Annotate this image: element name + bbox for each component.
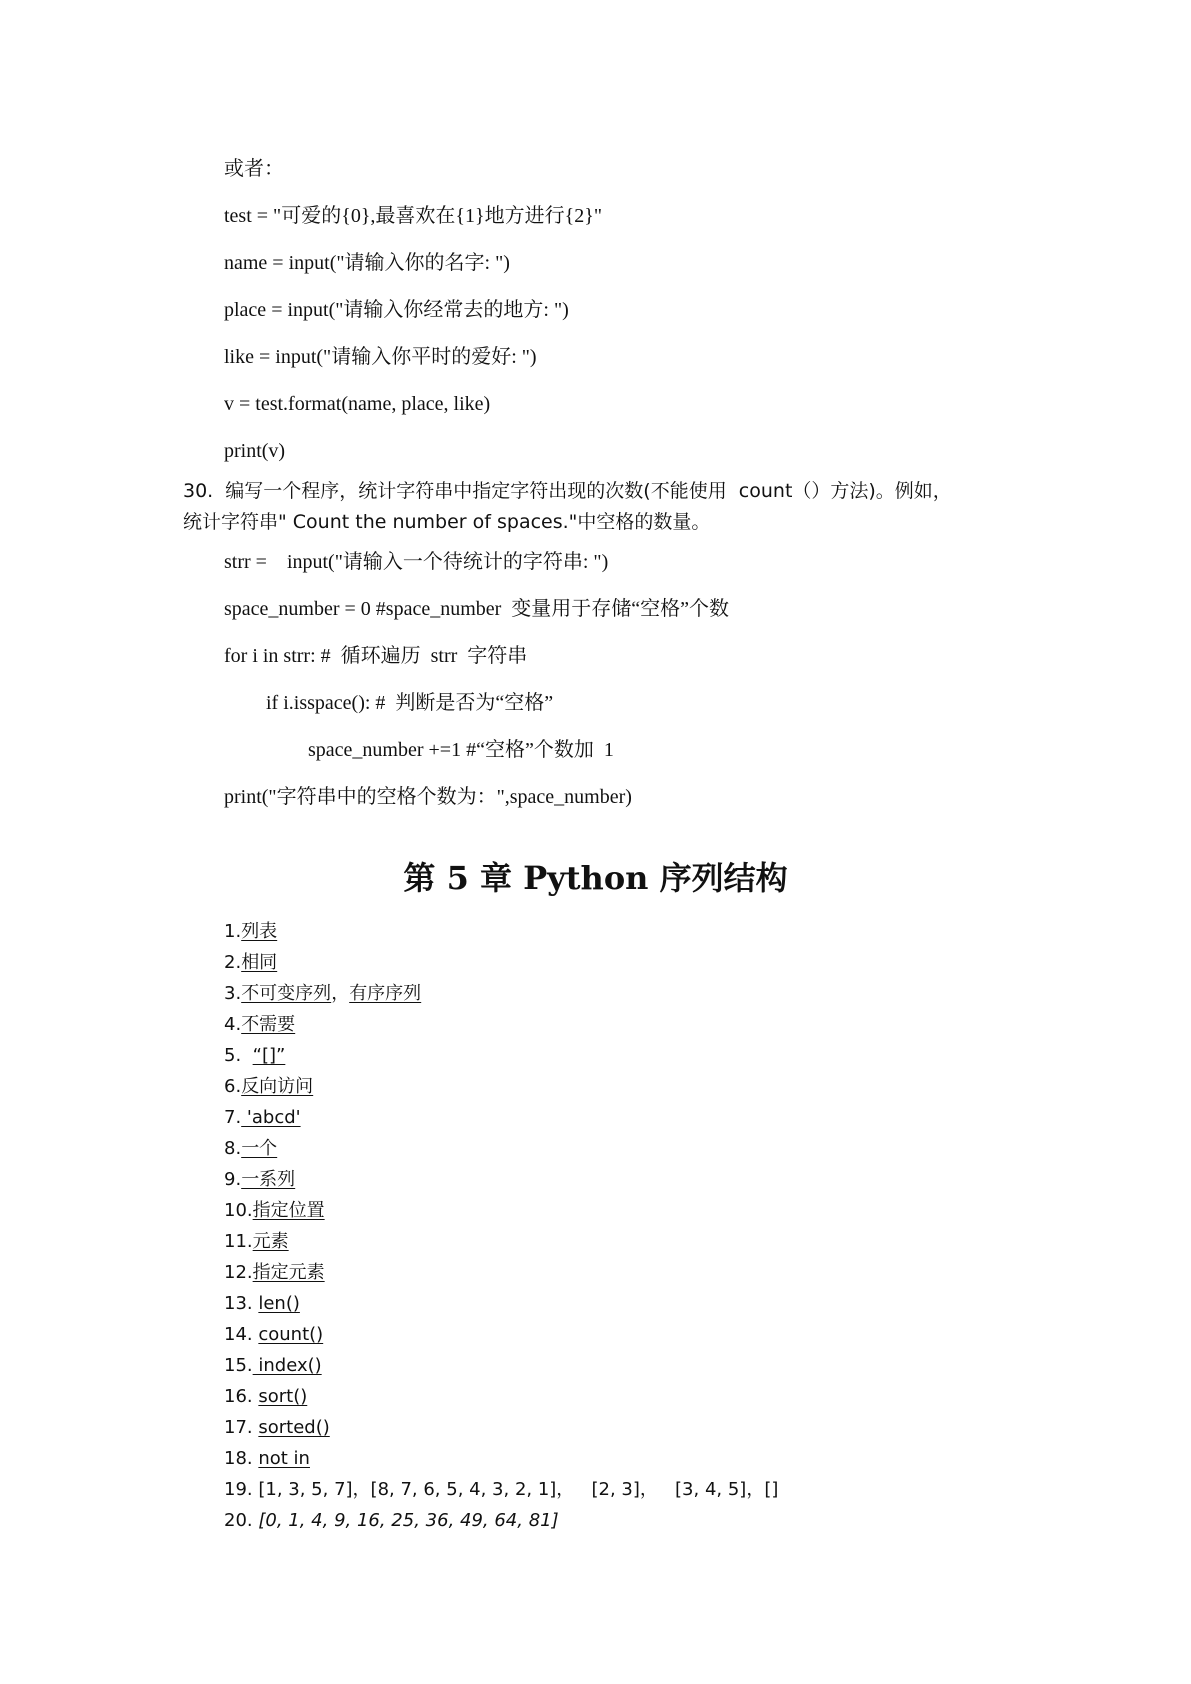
code-line-4: place = input("请输入你经常去的地方: ") [224,299,569,321]
question-30-line-1: 30. 编写一个程序，统计字符串中指定字符出现的次数(不能使用 count（）方法)。例如， [183,480,952,502]
answer-6: 6.反向访问 [224,1076,314,1097]
code2-line-4: if i.isspace(): # 判断是否为“空格” [266,692,554,714]
code-line-6: v = test.format(name, place, like) [224,393,491,415]
answer-18: 18. not in [224,1448,310,1469]
code-line-1: 或者： [224,158,284,180]
answer-2: 2.相同 [224,952,278,973]
answer-3: 3.不可变序列，有序序列 [224,983,422,1004]
code2-line-1: strr = input("请输入一个待统计的字符串: ") [224,551,609,573]
answer-9: 9.一系列 [224,1169,296,1190]
answer-12: 12.指定元素 [224,1262,325,1283]
code2-line-3: for i in strr: # 循环遍历 strr 字符串 [224,645,528,667]
code2-line-2: space_number = 0 #space_number 变量用于存储“空格”个数 [224,598,730,620]
code-line-3: name = input("请输入你的名字: ") [224,252,510,274]
answer-19: 19. [1, 3, 5, 7]，[8, 7, 6, 5, 4, 3, 2, 1]， [2, 3]， [3, 4, 5]，[] [224,1479,779,1500]
code2-line-5: space_number +=1 #“空格”个数加 1 [308,739,614,761]
answer-13: 13. len() [224,1293,300,1314]
code-line-5: like = input("请输入你平时的爱好: ") [224,346,537,368]
answer-1: 1.列表 [224,921,278,942]
answer-4: 4.不需要 [224,1014,296,1035]
code-line-7: print(v) [224,440,286,462]
answer-16: 16. sort() [224,1386,308,1407]
answer-15: 15. index() [224,1355,322,1376]
answer-5: 5. “[]” [224,1045,286,1066]
answer-8: 8.一个 [224,1138,278,1159]
answer-20: 20. [0, 1, 4, 9, 16, 25, 36, 49, 64, 81] [224,1510,559,1531]
answer-14: 14. count() [224,1324,324,1345]
question-30-line-2: 统计字符串" Count the number of spaces."中空格的数量。 [183,511,711,533]
answer-10: 10.指定位置 [224,1200,325,1221]
answer-17: 17. sorted() [224,1417,330,1438]
answer-11: 11.元素 [224,1231,289,1252]
chapter-title: 第 5 章 Python 序列结构 [403,859,788,897]
code2-line-6: print("字符串中的空格个数为：",space_number) [224,786,632,808]
answer-7: 7. 'abcd' [224,1107,301,1128]
code-line-2: test = "可爱的{0},最喜欢在{1}地方进行{2}" [224,205,602,227]
